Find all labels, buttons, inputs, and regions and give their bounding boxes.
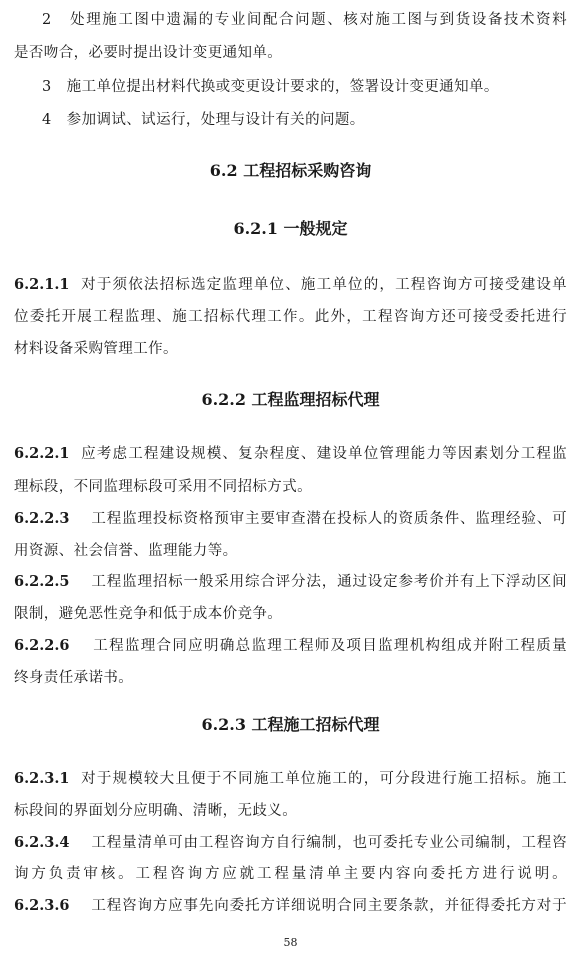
clause-text: 工程监理招标一般采用综合评分法，通过设定参考价并有上下浮动区间: [91, 574, 567, 590]
clause-number: 6.2.3.4: [14, 834, 70, 851]
clause-6-2-3-4-line-1: [14, 833, 567, 853]
clause-number: 6.2.3.6: [14, 897, 70, 914]
clause-6-2-2-1-line-2: 理标段，不同监理标段可采用不同招标方式。: [14, 479, 312, 495]
page-number: 58: [283, 936, 298, 949]
item-text: 处理施工图中遗漏的专业间配合问题、核对施工图与到货设备技术资料: [70, 12, 567, 28]
section-heading-6-2-1: 6.2.1 一般规定: [233, 219, 348, 238]
clause-6-2-1-1-line-1: [14, 275, 567, 295]
clause-text: 工程监理投标资格预审主要审查潜在投标人的资质条件、监理经验、可: [91, 511, 567, 527]
clause-6-2-2-6-line-2: 终身责任承诺书。: [14, 670, 134, 686]
item-number: 2: [42, 12, 52, 28]
clause-6-2-2-1-line-1: [14, 444, 567, 464]
clause-number: 6.2.2.1: [14, 445, 70, 462]
clause-number: 6.2.2.3: [14, 510, 70, 527]
clause-6-2-2-3-line-1: [14, 509, 567, 529]
clause-text: 工程咨询方应事先向委托方详细说明合同主要条款，并征得委托方对于: [91, 898, 567, 914]
clause-number: 6.2.1.1: [14, 276, 70, 293]
item-4-line-1: [42, 110, 567, 130]
clause-6-2-1-1-line-2: 位委托开展工程监理、施工招标代理工作。此外，工程咨询方还可接受委托进行: [14, 309, 567, 325]
clause-text: 工程量清单可由工程咨询方自行编制，也可委托专业公司编制，工程咨: [91, 835, 567, 851]
clause-number: 6.2.3.1: [14, 770, 70, 787]
clause-text: 对于须依法招标选定监理单位、施工单位的，工程咨询方可接受建设单: [81, 277, 567, 293]
clause-6-2-2-6-line-1: [14, 636, 567, 656]
clause-6-2-3-1-line-1: [14, 769, 567, 789]
section-heading-6-2: 6.2 工程招标采购咨询: [209, 161, 372, 180]
item-2-line-2: 是否吻合，必要时提出设计变更通知单。: [14, 45, 283, 61]
item-text: 施工单位提出材料代换或变更设计要求的，签署设计变更通知单。: [66, 79, 499, 95]
clause-6-2-2-5-line-1: [14, 572, 567, 592]
section-heading-6-2-3: 6.2.3 工程施工招标代理: [201, 715, 380, 734]
clause-6-2-3-1-line-2: 标段间的界面划分应明确、清晰，无歧义。: [14, 803, 298, 819]
item-2-line-1: [42, 10, 567, 30]
clause-number: 6.2.2.6: [14, 637, 70, 654]
item-text: 参加调试、试运行，处理与设计有关的问题。: [66, 112, 365, 128]
clause-text: 工程监理合同应明确总监理工程师及项目监理机构组成并附工程质量: [93, 638, 567, 654]
clause-6-2-3-6-line-1: [14, 896, 567, 916]
item-number: 4: [42, 112, 52, 128]
item-number: 3: [42, 79, 52, 95]
clause-6-2-1-1-line-3: 材料设备采购管理工作。: [14, 341, 178, 357]
clause-number: 6.2.2.5: [14, 573, 70, 590]
clause-text: 对于规模较大且便于不同施工单位施工的，可分段进行施工招标。施工: [81, 771, 567, 787]
clause-6-2-2-3-line-2: 用资源、社会信誉、监理能力等。: [14, 543, 238, 559]
clause-6-2-2-5-line-2: 限制，避免恶性竞争和低于成本价竞争。: [14, 606, 283, 622]
clause-text: 应考虑工程建设规模、复杂程度、建设单位管理能力等因素划分工程监: [81, 446, 567, 462]
section-heading-6-2-2: 6.2.2 工程监理招标代理: [201, 390, 380, 409]
clause-6-2-3-4-line-2: 询方负责审核。工程咨询方应就工程量清单主要内容向委托方进行说明。: [14, 866, 567, 882]
item-3-line-1: [42, 77, 567, 97]
